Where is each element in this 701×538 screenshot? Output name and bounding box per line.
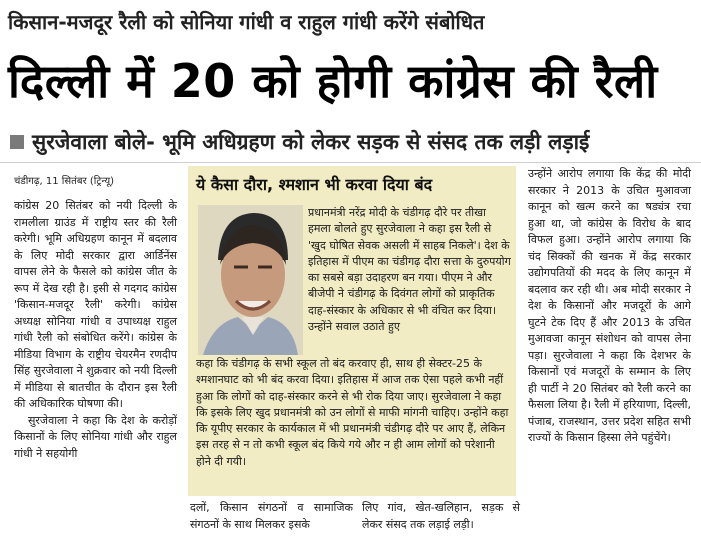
sidebar-box-title: ये कैसा दौरा, श्मशान भी करवा दिया बंद bbox=[196, 175, 433, 194]
main-headline: दिल्ली में 20 को होगी कांग्रेस की रैली bbox=[8, 54, 658, 108]
divider bbox=[0, 162, 701, 163]
article-continuation-a: दलों, किसान संगठनों व सामाजिक संगठनों के साथ मिलकर इसके bbox=[190, 501, 353, 531]
square-bullet-icon bbox=[10, 135, 24, 149]
sidebar-text-right: प्रधानमंत्री नरेंद्र मोदी के चंडीगढ़ दौरे पर तीखा हमला बोलते हुए सुरजेवाला ने कहा इस रैली से 'खुद घोषित सेवक असली में साहब निकले'। देश के इतिहास में पीएम का चंडीगढ़ दौरा सत्ता के दुरुपयोग का सबसे बड़ा उदाहरण बन गया। पीएम ने और बीजेपी ने चंडीगढ़ के दिवंगत लोगों को प्राकृतिक दाह-संस्कार के अधिकार से भी वंचित कर दिया। उन्होंने सवाल उठाते हुए bbox=[308, 206, 511, 334]
sub-headline: सुरजेवाला बोले- भूमि अधिग्रहण को लेकर सड़क से संसद तक लड़ी लड़ाई bbox=[32, 130, 590, 154]
sidebar-text-bottom: कहा कि चंडीगढ़ के सभी स्कूल तो बंद करवाए ही, साथ ही सेक्टर-25 के श्मशानघाट को भी बंद करवा दिया। इतिहास में आज तक ऐसा पहले कभी नहीं हुआ कि लोगों को दाह-संस्कार करने से भी रोक दिया जाए। सुरजेवाला ने कहा कि इसके लिए खुद प्रधानमंत्री को उन लोगों से माफी मांगनी चाहिए। उन्होंने कहा कि यूपीए सरकार के कार्यकाल में भी प्रधानमंत्री चंडीगढ़ दौरे पर आए हैं, लेकिन इस तरह से न तो कभी स्कूल बंद किये गये और न ही आम लोगों को परेशानी होने दी गयी। bbox=[196, 357, 509, 468]
article-continuation-b: लिए गांव, खेत-खलिहान, सड़क से लेकर संसद तक लड़ाई लड़ी। bbox=[362, 501, 520, 531]
article-column-3 bbox=[528, 166, 691, 447]
col1-paragraph-1: कांग्रेस 20 सितंबर को नयी दिल्ली के रामलीला ग्राउंड में राष्ट्रीय स्तर की रैली करेगी। भूमि अधिग्रहण कानून में बदलाव के लिए मोदी सरकार द्वारा आर्डिनेंस वापस लेने के फैसले को कांग्रेस जीत के रूप में देख रही है। इसी से गदगद कांग्रेस 'किसान-मजदूर रैली' करेगी। कांग्रेस अध्यक्ष सोनिया गांधी व उपाध्यक्ष राहुल गांधी रैली को संबोधित करेंगे। कांग्रेस के मीडिया विभाग के राष्ट्रीय चेयरमैन रणदीप सिंह सुरजेवाला ने शुक्रवार को नयी दिल्ली में मीडिया से बातचीत के दौरान इस रैली की अधिकारिक घोषणा की। bbox=[14, 199, 177, 410]
surjewala-photo bbox=[198, 205, 303, 355]
dateline: चंडीगढ़, 11 सितंबर (ट्रिन्यू) bbox=[14, 176, 115, 187]
kicker-headline: किसान-मजदूर रैली को सोनिया गांधी व राहुल गांधी करेंगे संबोधित bbox=[8, 10, 485, 34]
col3-paragraph-1: उन्होंने आरोप लगाया कि केंद्र की मोदी सरकार ने 2013 के उचित मुआवजा कानून को खत्म करने का षड्यंत्र रचा हुआ था, जो कांग्रेस के विरोध के बाद विफल हुआ। उन्होंने आरोप लगाया कि चंद सिक्कों की खनक में केंद्र सरकार उद्योगपतियों की मदद के लिए कानून में बदलाव कर रही थी। अब मोदी सरकार ने देश के किसानों और मजदूरों के आगे घुटने टेक दिए हैं और 2013 के उचित मुआवजा कानून संशोधन को वापस लेना पड़ा। सुरजेवाला ने कहा कि देशभर के किसानों एवं मजदूरों के सम्मान के लिए ही पार्टी ने 20 सितंबर को रैली करने का फैसला लिया है। रैली में हरियाणा, दिल्ली, पंजाब, राजस्थान, उत्तर प्रदेश सहित सभी राज्यों के किसान हिस्सा लेने पहुंचेंगे। bbox=[528, 167, 691, 444]
article-column-1 bbox=[14, 198, 177, 462]
col1-paragraph-2: सुरजेवाला ने कहा कि देश के करोड़ों किसानों के लिए सोनिया गांधी और राहुल गांधी ने सहयोगी bbox=[14, 413, 177, 460]
